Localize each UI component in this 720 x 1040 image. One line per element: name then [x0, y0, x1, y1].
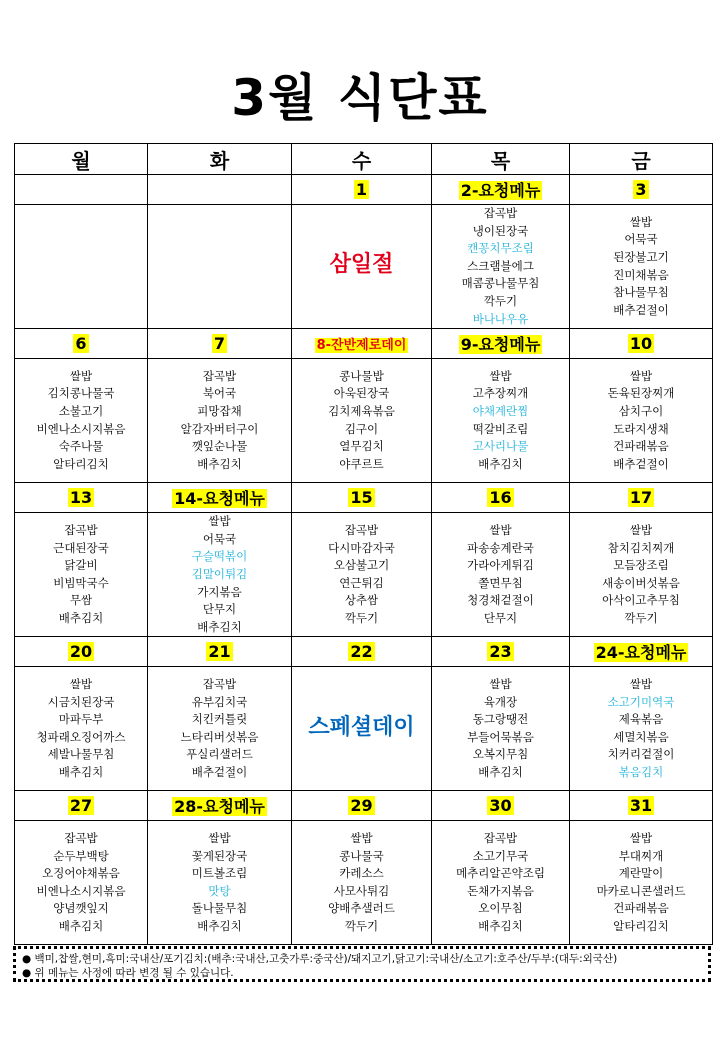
- menu-item: 비빔막국수: [53, 575, 109, 590]
- menu-item: 배추김치: [478, 765, 523, 779]
- menu-item: 맛탕: [208, 883, 231, 898]
- menu-item: 볶음김치: [618, 765, 664, 779]
- menu-item: 근대된장국: [53, 540, 109, 555]
- menu-item: 단무지: [483, 610, 518, 625]
- date-cell: [148, 483, 292, 513]
- date-label: 30: [489, 796, 512, 816]
- menu-item: 소고기미역국: [607, 694, 675, 709]
- weekday-wed: 수: [292, 144, 432, 175]
- menu-item: 콩나물밥: [339, 368, 384, 383]
- date-label: 21: [208, 642, 231, 662]
- date-cell: [148, 637, 292, 667]
- menu-row: [15, 667, 713, 791]
- date-cell: [432, 175, 570, 205]
- menu-item: 잡곡밥: [202, 368, 237, 383]
- menu-item: 고사리나물: [472, 439, 529, 454]
- menu-item: 유부김치국: [191, 694, 248, 709]
- menu-item: 마카로니콘샐러드: [596, 883, 686, 898]
- menu-item: 깍두기: [483, 293, 518, 308]
- menu-cell: [148, 821, 292, 945]
- date-label: 6: [75, 334, 87, 354]
- menu-item: 쌀밥: [69, 368, 93, 383]
- menu-item: 구슬떡볶이: [191, 549, 248, 564]
- date-row: [15, 791, 713, 821]
- menu-item: 모듬장조림: [613, 558, 669, 573]
- menu-item: 사모사튀김: [333, 883, 390, 898]
- date-cell: [432, 329, 570, 359]
- menu-item: 동그랑땡전: [472, 712, 529, 727]
- menu-cell: [148, 667, 292, 791]
- date-cell: [292, 483, 432, 513]
- note-origin: ● 백미,찹쌀,현미,흑미:국내산/포기김치:(배추:국내산,고춧가루:중국산)/돼지고기,닭고기:국내산/소고기:호주산/두부:(대두:외국산): [22, 953, 618, 965]
- date-label: 7: [213, 334, 226, 354]
- holiday-label: 삼일절: [329, 252, 394, 278]
- menu-item: 쌀밥: [350, 831, 373, 846]
- menu-item: 알타리김치: [53, 456, 109, 471]
- menu-item: 배추김치: [58, 765, 104, 779]
- menu-item: 열무김치: [339, 439, 384, 454]
- menu-item: 양배추샐러드: [328, 901, 395, 916]
- menu-item: 새송이버섯볶음: [602, 575, 680, 590]
- menu-item: 무쌈: [69, 593, 93, 608]
- menu-item: 청파래오징어까스: [36, 729, 126, 744]
- page-title: 3월 식단표: [231, 69, 489, 127]
- menu-item: 쌀밥: [69, 677, 93, 692]
- menu-item: 단무지: [202, 602, 237, 617]
- menu-item: 어묵국: [202, 531, 237, 546]
- menu-item: 잡곡밥: [344, 522, 379, 537]
- menu-item: 콩나물국: [339, 848, 384, 863]
- date-cell: [570, 637, 713, 667]
- menu-item: 파송송계란국: [467, 540, 534, 555]
- menu-item: 건파래볶음: [613, 901, 669, 916]
- menu-item: 세발나물무침: [47, 747, 115, 762]
- menu-item: 쌀밥: [629, 522, 653, 537]
- menu-item: 치킨커틀릿: [191, 712, 248, 727]
- menu-cell: [292, 667, 432, 791]
- date-cell: [292, 791, 432, 821]
- date-cell: [292, 637, 432, 667]
- menu-item: 양념깻잎지: [53, 901, 109, 916]
- menu-item: 배추김치: [197, 619, 242, 634]
- menu-item: 쌀밥: [489, 522, 512, 537]
- date-cell: [148, 175, 292, 205]
- menu-item: 쌀밥: [489, 368, 512, 383]
- menu-row: [15, 821, 713, 945]
- menu-item: 바나나우유: [472, 311, 529, 326]
- date-cell: [570, 329, 713, 359]
- date-cell: [292, 329, 432, 359]
- date-cell: [570, 175, 713, 205]
- menu-cell: [15, 359, 148, 483]
- weekday-tue: 화: [148, 144, 292, 175]
- menu-item: 캔꽁치무조림: [467, 241, 534, 256]
- menu-item: 마파두부: [58, 712, 104, 727]
- menu-item: 육개장: [483, 694, 518, 709]
- menu-item: 깻잎순나물: [191, 439, 248, 454]
- menu-item: 알타리김치: [613, 919, 669, 933]
- menu-item: 쌀밥: [629, 831, 653, 846]
- menu-item: 배추김치: [58, 919, 104, 933]
- menu-item: 배추김치: [58, 610, 104, 625]
- date-label: 22: [350, 642, 373, 662]
- date-label: 23: [489, 642, 512, 662]
- menu-item: 참나물무침: [613, 285, 669, 300]
- menu-item: 느타리버섯볶음: [180, 729, 259, 744]
- menu-cell: [15, 205, 148, 329]
- menu-item: 잡곡밥: [64, 831, 98, 846]
- menu-item: 비엔나소시지볶음: [36, 421, 126, 436]
- menu-row: [15, 205, 713, 329]
- menu-cell: [292, 205, 432, 329]
- menu-item: 오삼불고기: [333, 558, 390, 573]
- menu-cell: [292, 513, 432, 637]
- menu-item: 소불고기: [58, 404, 104, 419]
- menu-cell: [570, 667, 713, 791]
- menu-cell: [570, 205, 713, 329]
- menu-item: 계란말이: [618, 866, 664, 881]
- menu-item: 쌀밥: [629, 214, 653, 229]
- weekday-header-row: [15, 144, 713, 175]
- menu-item: 잡곡밥: [483, 206, 518, 220]
- date-row: [15, 637, 713, 667]
- menu-row: [15, 513, 713, 637]
- menu-item: 미트볼조림: [191, 866, 248, 881]
- menu-item: 배추김치: [478, 456, 523, 471]
- date-label: 28-요청메뉴: [174, 797, 265, 817]
- menu-item: 잡곡밥: [483, 831, 518, 846]
- menu-cell: [432, 205, 570, 329]
- menu-item: 연근튀김: [339, 575, 384, 590]
- menu-item: 푸실리샐러드: [186, 747, 253, 762]
- date-row: [15, 175, 713, 205]
- menu-item: 돈육된장찌개: [607, 386, 675, 401]
- menu-item: 냉이된장국: [472, 223, 529, 238]
- menu-item: 고추장찌개: [472, 386, 529, 401]
- date-cell: [148, 329, 292, 359]
- menu-item: 야채계란찜: [472, 404, 529, 419]
- date-label: 17: [629, 488, 653, 508]
- date-cell: [15, 175, 148, 205]
- date-cell: [432, 483, 570, 513]
- menu-cell: [292, 359, 432, 483]
- date-cell: [432, 637, 570, 667]
- menu-item: 김구이: [344, 421, 379, 436]
- menu-item: 소고기무국: [472, 848, 529, 863]
- menu-item: 비엔나소시지볶음: [36, 883, 126, 898]
- menu-item: 어묵국: [624, 232, 658, 247]
- menu-item: 깍두기: [344, 610, 379, 625]
- weekday-fri: 금: [570, 144, 713, 175]
- menu-item: 세멸치볶음: [613, 729, 669, 744]
- menu-item: 순두부백탕: [53, 848, 109, 863]
- weekday-mon: 월: [15, 144, 148, 175]
- menu-item: 매콤콩나물무침: [461, 276, 540, 291]
- menu-item: 쫄면무침: [478, 575, 523, 590]
- menu-cell: [432, 513, 570, 637]
- menu-cell: [432, 667, 570, 791]
- menu-item: 잡곡밥: [64, 522, 98, 537]
- date-label: 15: [350, 488, 373, 508]
- menu-item: 도라지생채: [613, 421, 669, 436]
- menu-item: 부대찌개: [618, 848, 664, 863]
- date-label: 13: [69, 488, 93, 508]
- menu-cell: [570, 513, 713, 637]
- menu-item: 건파래볶음: [613, 439, 669, 454]
- menu-item: 카레소스: [339, 866, 384, 881]
- menu-item: 다시마감자국: [328, 540, 395, 555]
- date-label: 9-요청메뉴: [460, 335, 541, 355]
- date-label: 16: [489, 488, 512, 508]
- menu-item: 깍두기: [624, 610, 658, 625]
- menu-item: 스크램블에그: [467, 258, 534, 273]
- menu-item: 부들어묵볶음: [467, 729, 534, 744]
- date-label: 2-요청메뉴: [460, 181, 541, 200]
- menu-item: 오징어야채볶음: [42, 866, 120, 881]
- menu-item: 치커리겉절이: [607, 747, 675, 762]
- menu-item: 쌀밥: [629, 677, 653, 692]
- menu-item: 배추김치: [197, 919, 242, 933]
- date-row: [15, 329, 713, 359]
- menu-item: 잡곡밥: [202, 677, 237, 692]
- menu-item: 배추겉절이: [613, 456, 669, 471]
- menu-item: 떡갈비조림: [472, 421, 529, 436]
- menu-item: 쌀밥: [208, 831, 231, 846]
- menu-item: 삼치구이: [618, 404, 664, 419]
- menu-item: 김치제육볶음: [328, 404, 395, 419]
- menu-table: [14, 143, 713, 945]
- menu-cell: [15, 821, 148, 945]
- menu-item: 꽃게된장국: [191, 848, 248, 863]
- menu-item: 야쿠르트: [339, 456, 384, 471]
- date-label: 29: [350, 796, 373, 816]
- menu-item: 된장불고기: [613, 249, 669, 264]
- special-day-label: 스페셜데이: [308, 714, 415, 740]
- menu-item: 돌나물무침: [191, 901, 248, 916]
- menu-item: 김치콩나물국: [47, 386, 115, 401]
- menu-item: 북어국: [202, 386, 237, 401]
- menu-item: 오복지무침: [472, 747, 529, 762]
- date-label: 8-잔반제로데이: [316, 338, 407, 354]
- date-label: 20: [69, 642, 93, 662]
- menu-item: 배추김치: [478, 919, 523, 933]
- menu-item: 김말이튀김: [191, 566, 248, 581]
- menu-item: 가라아게튀김: [467, 558, 534, 573]
- date-label: 27: [69, 796, 93, 816]
- menu-item: 메추리알곤약조림: [456, 866, 545, 881]
- date-cell: [570, 483, 713, 513]
- date-cell: [15, 637, 148, 667]
- menu-item: 배추겉절이: [191, 765, 248, 779]
- menu-item: 쌀밥: [629, 368, 653, 383]
- menu-item: 닭갈비: [64, 558, 98, 573]
- date-label: 31: [629, 796, 653, 816]
- date-cell: [148, 791, 292, 821]
- weeks-body: [15, 175, 713, 945]
- menu-cell: [570, 821, 713, 945]
- menu-cell: [570, 359, 713, 483]
- menu-cell: [432, 821, 570, 945]
- date-row: [15, 483, 713, 513]
- note-change: ● 위 메뉴는 사정에 따라 변경 될 수 있습니다.: [22, 967, 234, 979]
- date-cell: [15, 791, 148, 821]
- menu-item: 아삭이고추무침: [602, 593, 680, 608]
- menu-item: 배추겉절이: [613, 302, 669, 317]
- menu-item: 청경채겉절이: [467, 593, 534, 608]
- date-cell: [570, 791, 713, 821]
- menu-item: 깍두기: [344, 919, 379, 933]
- menu-cell: [15, 667, 148, 791]
- date-cell: [15, 329, 148, 359]
- menu-cell: [292, 821, 432, 945]
- menu-cell: [148, 359, 292, 483]
- menu-row: [15, 359, 713, 483]
- date-label: 1: [355, 180, 368, 199]
- date-cell: [15, 483, 148, 513]
- menu-item: 참치김치찌개: [607, 540, 675, 555]
- menu-item: 가지볶음: [197, 584, 242, 599]
- menu-item: 배추김치: [197, 456, 242, 471]
- menu-item: 쌀밥: [489, 677, 512, 692]
- notes-box: [13, 946, 711, 982]
- date-label: 14-요청메뉴: [174, 489, 265, 509]
- menu-cell: [148, 513, 292, 637]
- menu-cell: [148, 205, 292, 329]
- menu-item: 피망잡채: [197, 404, 242, 419]
- date-cell: [432, 791, 570, 821]
- menu-item: 제육볶음: [618, 712, 664, 727]
- menu-item: 알감자버터구이: [180, 421, 259, 436]
- weekday-thu: 목: [432, 144, 570, 175]
- menu-item: 아욱된장국: [333, 386, 390, 401]
- menu-cell: [432, 359, 570, 483]
- menu-item: 오이무침: [478, 901, 523, 916]
- menu-item: 상추쌈: [344, 593, 379, 608]
- date-label: 3: [635, 180, 647, 199]
- menu-item: 진미채볶음: [613, 267, 669, 282]
- menu-item: 시금치된장국: [47, 694, 115, 709]
- menu-item: 돈채가지볶음: [467, 883, 534, 898]
- date-label: 10: [629, 334, 653, 354]
- menu-item: 숙주나물: [58, 439, 104, 454]
- menu-cell: [15, 513, 148, 637]
- date-cell: [292, 175, 432, 205]
- menu-item: 쌀밥: [208, 514, 231, 529]
- date-label: 24-요청메뉴: [595, 643, 687, 663]
